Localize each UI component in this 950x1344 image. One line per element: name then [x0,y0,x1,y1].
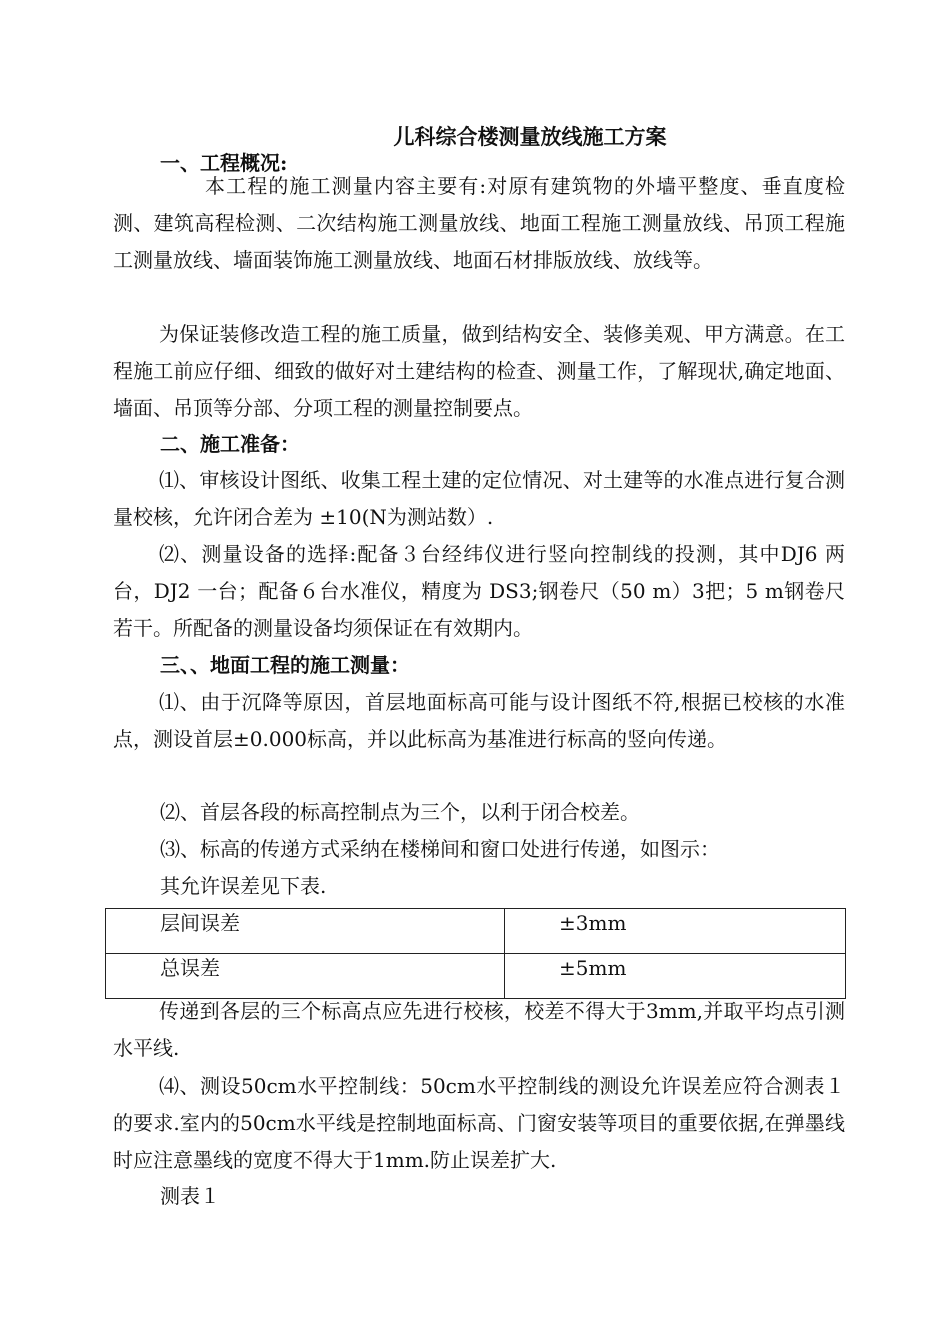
section-3-paragraph-3: ⑶、标高的传递方式采纳在楼梯间和窗口处进行传递，如图示： [160,837,720,861]
section-2-paragraph-2: ⑵、测量设备的选择:配备３台经纬仪进行竖向控制线的投测，其中DJ6 两台，DJ2 一台；配备６台水准仪，精度为 DS3;钢卷尺（50 m）3把；5 m钢卷尺若干。所配备的测量设备均须保证在有效期内。 [113,542,845,640]
table-cell-value: ±5mm [505,954,846,999]
section-1-paragraph-1: 本工程的施工测量内容主要有:对原有建筑物的外墙平整度、垂直度检测、建筑高程检测、二次结构施工测量放线、地面工程施工测量放线、吊顶工程施工测量放线、墙面装饰施工测量放线、地面石材排版放线、放线等。 [113,174,845,272]
section-3-paragraph-1: ⑴、由于沉降等原因，首层地面标高可能与设计图纸不符,根据已校核的水准点，测设首层±0.000标高，并以此标高为基准进行标高的竖向传递。 [113,690,845,751]
table-cell-item: 层间误差 [106,909,505,954]
table-caption: 测表１ [160,1184,220,1208]
tolerance-table [105,908,846,999]
section-3-heading: 三、、地面工程的施工测量： [160,653,410,677]
table-cell-value: ±3mm [505,909,846,954]
section-2-paragraph-1: ⑴、审核设计图纸、收集工程土建的定位情况、对土建等的水准点进行复合测量校核，允许闭合差为 ±10(N为测站数）. [113,468,845,529]
section-2-heading: 二、施工准备： [160,432,300,456]
table-row [106,909,846,954]
section-1-heading: 一、工程概况: [160,151,288,175]
section-3-paragraph-6: ⑷、测设50cm水平控制线：50cm水平控制线的测设允许误差应符合测表１的要求.室内的50cm水平线是控制地面标高、门窗安装等项目的重要依据,在弹墨线时应注意墨线的宽度不得大于1mm.防止误差扩大. [113,1074,845,1172]
section-3-paragraph-2: ⑵、首层各段的标高控制点为三个，以利于闭合校差。 [160,800,640,824]
table-row [106,954,846,999]
section-3-paragraph-4: 其允许误差见下表. [160,874,327,898]
section-3-paragraph-5: 传递到各层的三个标高点应先进行校核，校差不得大于3mm,并取平均点引测水平线. [113,999,845,1060]
section-1-paragraph-2: 为保证装修改造工程的施工质量，做到结构安全、装修美观、甲方满意。在工程施工前应仔细、细致的做好对土建结构的检查、测量工作，了解现状,确定地面、墙面、吊顶等分部、分项工程的测量控制要点。 [113,322,845,420]
table-cell-item: 总误差 [106,954,505,999]
document-title: 儿科综合楼测量放线施工方案 [393,124,667,149]
